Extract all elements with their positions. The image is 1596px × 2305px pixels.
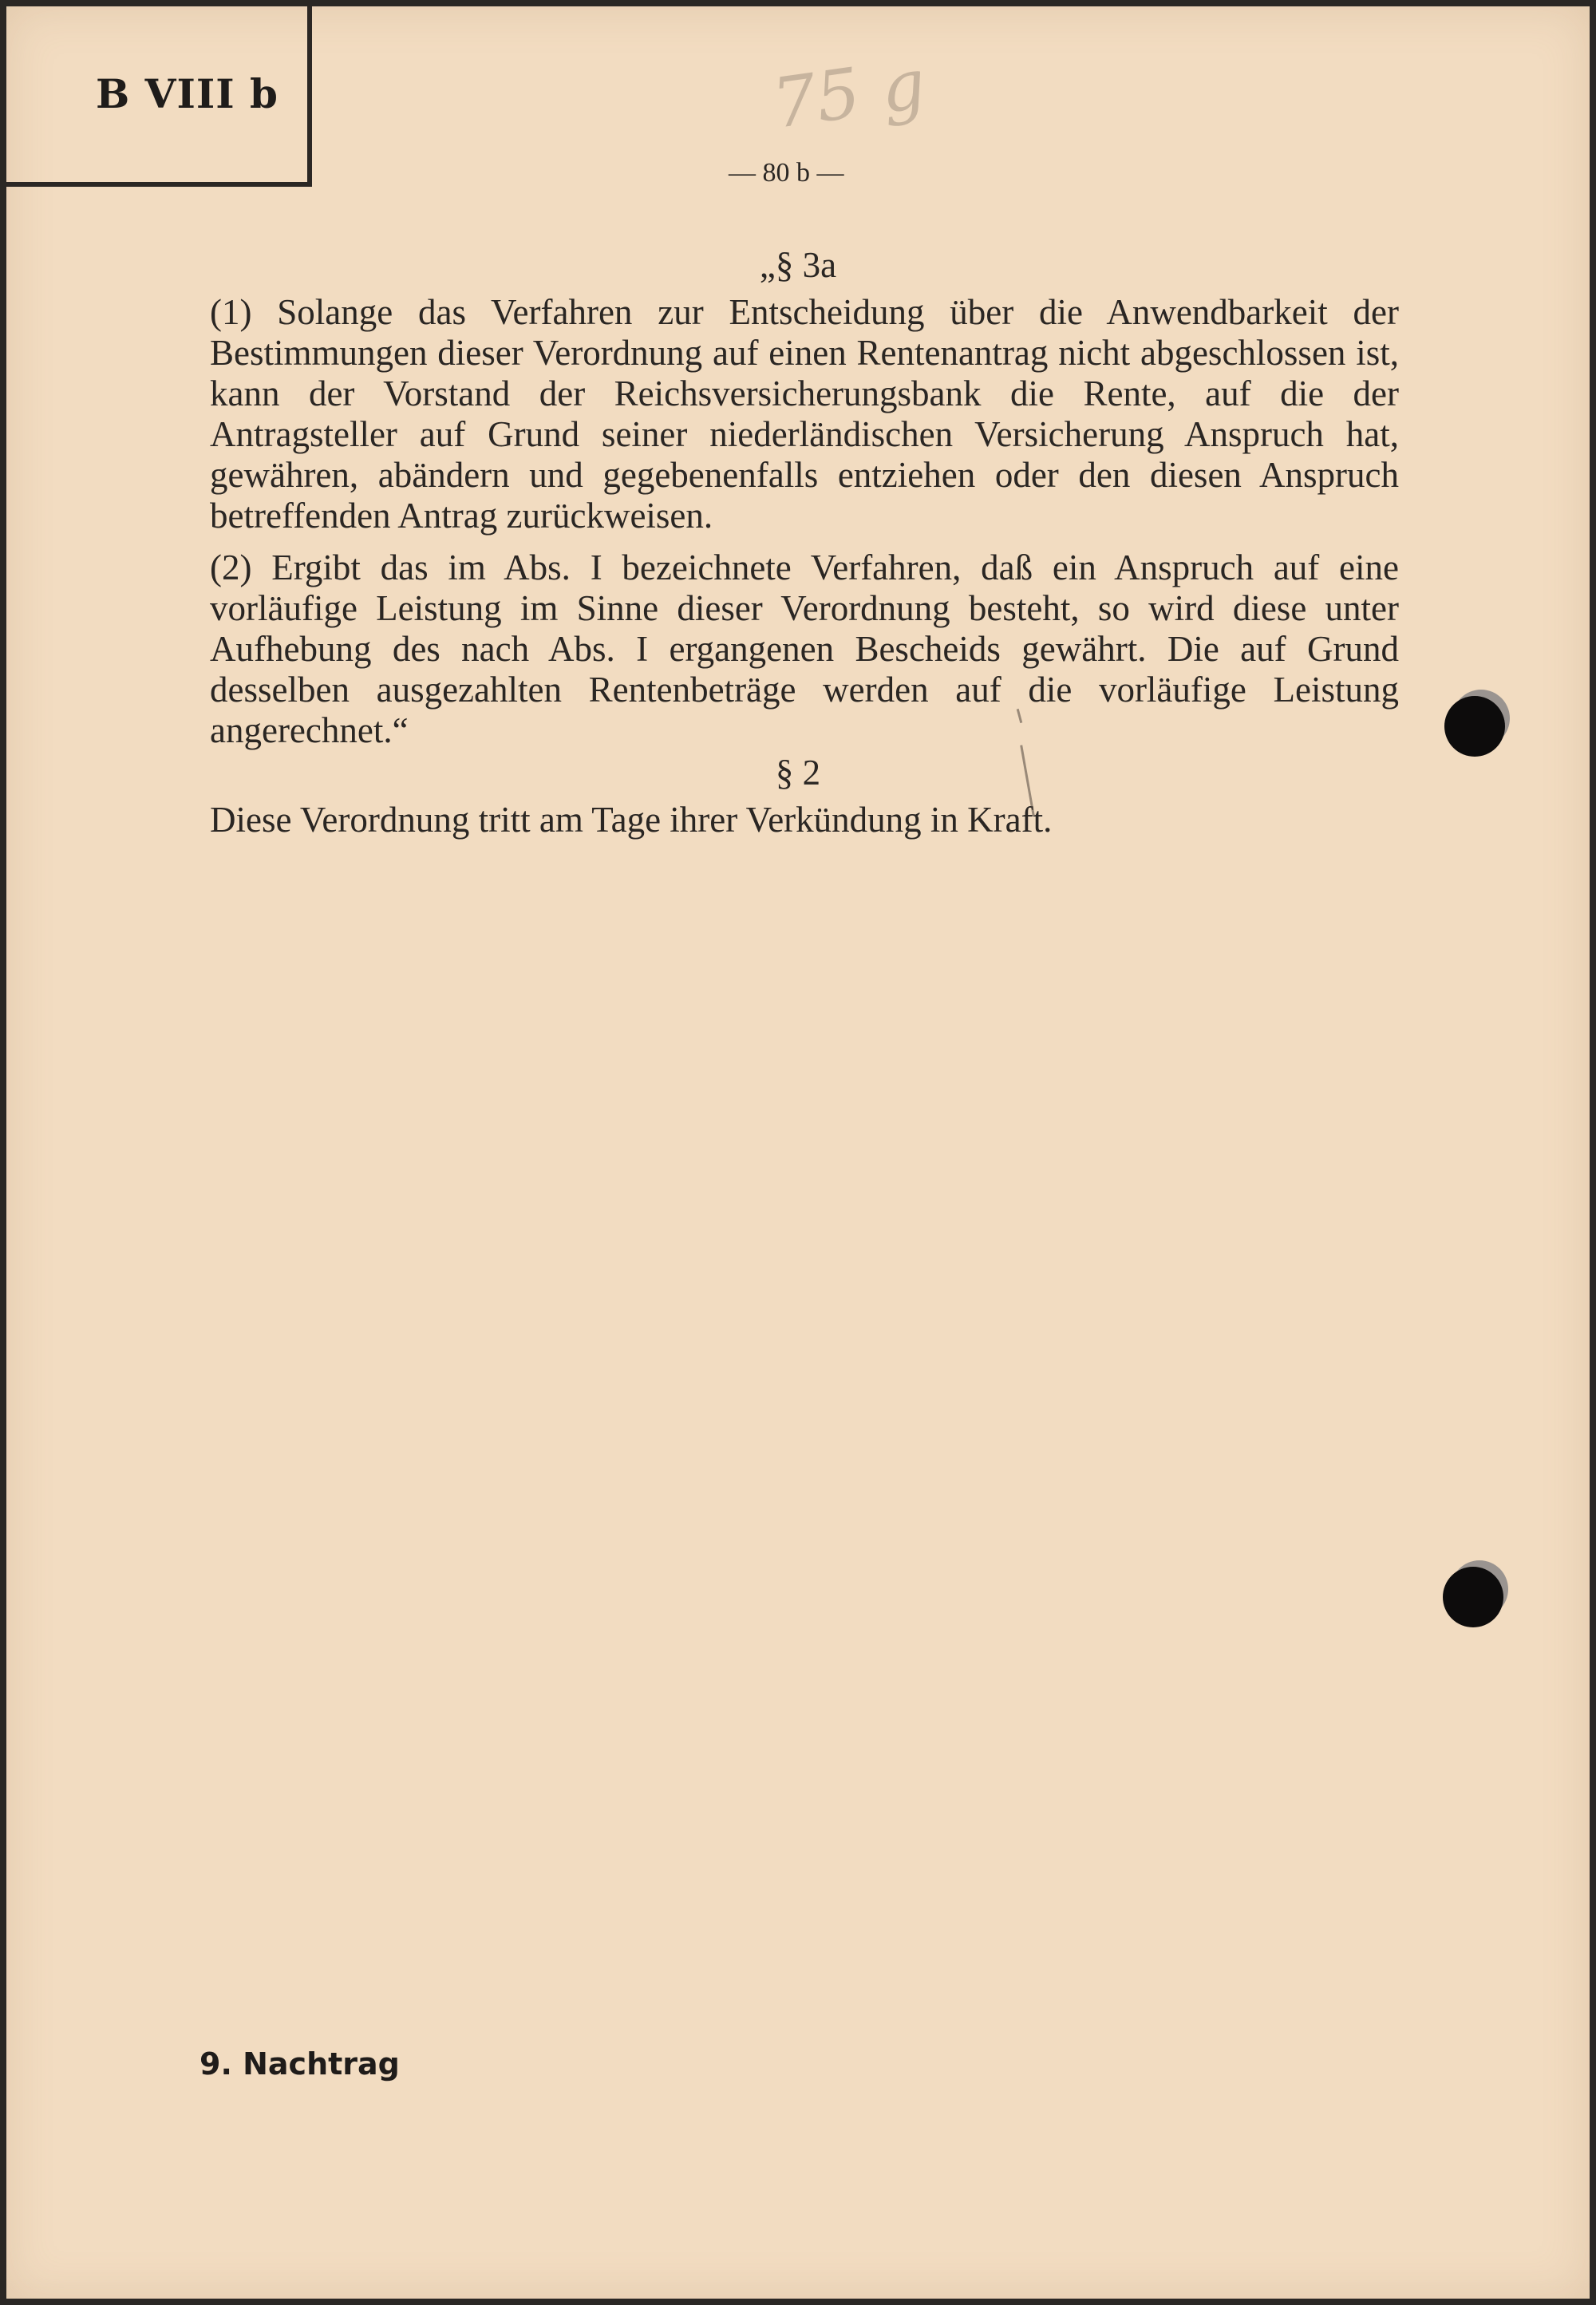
- punch-hole-upper: [1444, 696, 1505, 757]
- archive-stamp-box: [6, 6, 312, 187]
- document-page: [6, 6, 1590, 2299]
- archive-stamp-label: B VIII b: [96, 70, 279, 117]
- section-heading-3a: „§ 3a: [759, 245, 837, 285]
- paragraph-3: Diese Verordnung tritt am Tage ihrer Verkündung in Kraft.: [210, 800, 1053, 840]
- punch-hole-lower: [1443, 1567, 1503, 1627]
- page-number: — 80 b —: [729, 158, 844, 188]
- paragraph-1: (1) Solange das Verfahren zur Entscheidung über die Anwendbarkeit der Bestimmungen dieser Verordnung auf einen Rentenantrag nicht abgeschlossen ist, kann der Vorstand der Reichsversicherungsbank die Rente, auf die der Antragsteller auf Grund seiner niederländischen Versicherung Anspruch hat, gewähren, abändern und gegebenenfalls entziehen oder den diesen Anspruch betreffenden Antrag zurückweisen.: [210, 292, 1399, 536]
- paragraph-2: (2) Ergibt das im Abs. I bezeichnete Verfahren, daß ein Anspruch auf eine vorläufige Leistung im Sinne dieser Verordnung besteht, so wird diese unter Aufhebung des nach Abs. I ergangenen Bescheids gewährt. Die auf Grund desselben ausgezahlten Rentenbeträge werden auf die vorläufige Leistung angerechnet.“: [210, 548, 1399, 750]
- footer-supplement-label: 9. Nachtrag: [200, 2046, 400, 2082]
- handwritten-folio-note: 75 g: [767, 44, 930, 144]
- section-heading-2: § 2: [775, 753, 821, 793]
